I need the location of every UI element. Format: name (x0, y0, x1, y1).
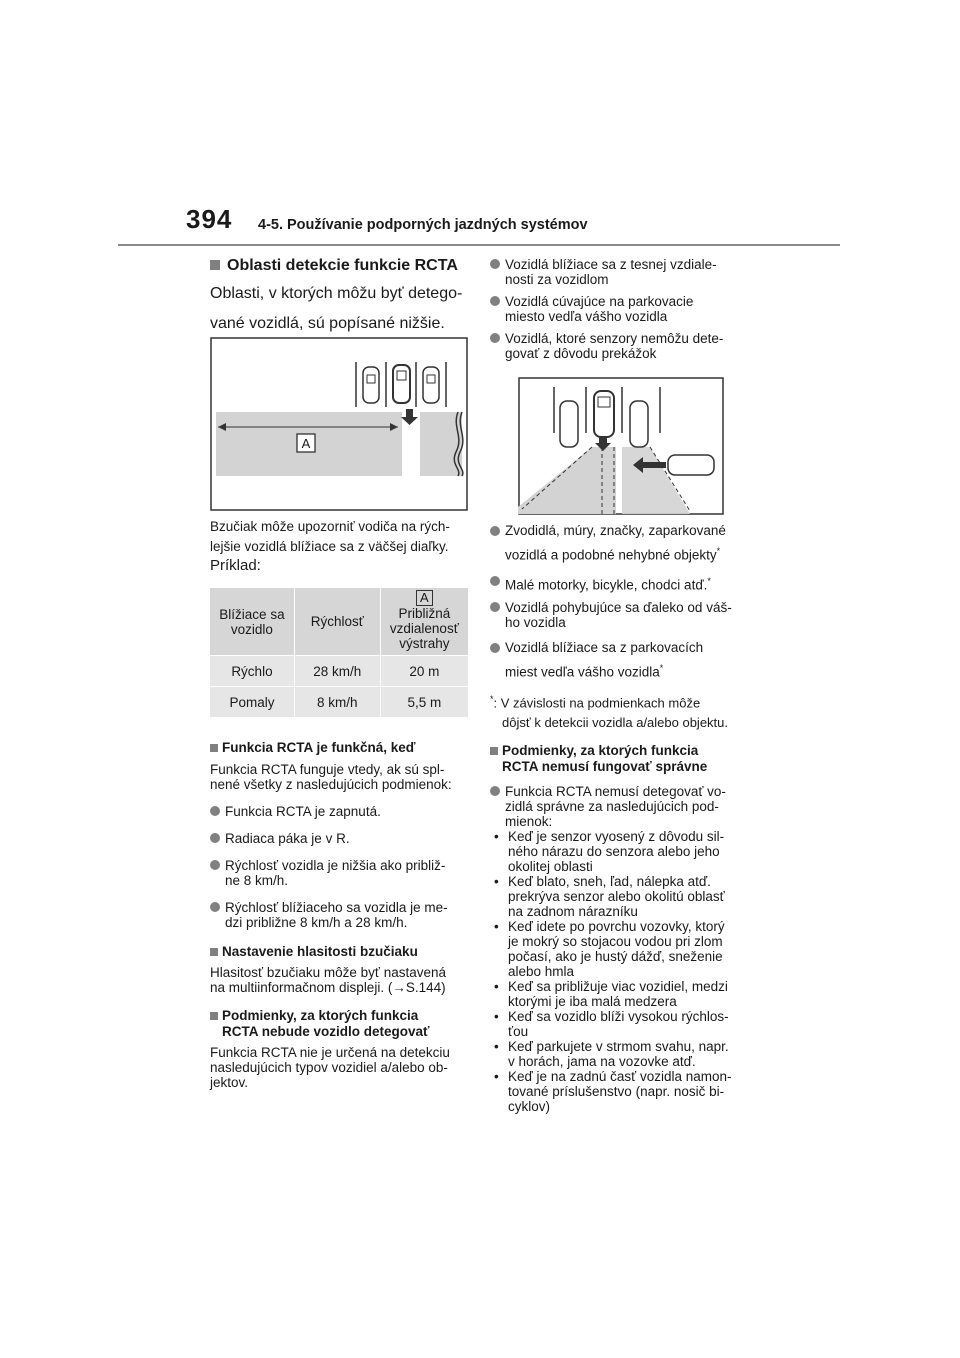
circle-bullet-icon (490, 333, 500, 343)
circle-bullet-icon (210, 806, 220, 816)
table-header: Rýchlosť (294, 588, 380, 656)
list-item: • Keď idete po povrchu vozovky, ktorý je mokrý so stojacou vodou pri zlom počasí, ako je hustý dážď, sneženie alebo hmla (494, 918, 725, 979)
detection-area-figure (210, 337, 468, 511)
obstacle-figure (518, 377, 724, 515)
table-row: Rýchlo 28 km/h 20 m (210, 656, 468, 687)
list-item: • Keď blato, sneh, ľad, nálepka atď. prekrýva senzor alebo okolitú oblasť na zadnom nárazníku (494, 873, 725, 919)
footnote: *: V závislosti na podmienkach môže dôjsť k detekcii vozidla a/alebo objektu. (490, 693, 729, 730)
bullet-list-undetected-top: Vozidlá blížiace sa z tesnej vzdiale- nosti za vozidlom Vozidlá cúvajúce na parkovacie miesto vedľa vášho vozidla Vozidlá, ktoré senzory nemôžu dete- govať z dôvodu prekážok (490, 257, 755, 361)
list-item: • Keď je senzor vyosený z dôvodu sil- ného nárazu do senzora alebo jeho okolitej oblasti (494, 828, 725, 874)
list-item: • Keď sa približuje viac vozidiel, medzi ktorými je iba malá medzera (494, 978, 728, 1009)
chapter-title: 4-5. Používanie podporných jazdných systémov (258, 217, 588, 233)
square-bullet-icon (490, 747, 498, 755)
header-rule (118, 244, 840, 246)
square-bullet-icon (210, 1012, 218, 1020)
speed-table (210, 588, 468, 718)
parked-car-icon (423, 367, 439, 403)
parked-car-icon (363, 367, 379, 403)
circle-bullet-icon (490, 296, 500, 306)
figure-label-a: A (301, 436, 311, 451)
circle-bullet-icon (210, 902, 220, 912)
table-header: Blížiace sa vozidlo (210, 588, 294, 656)
example-label: Príklad: (210, 557, 261, 574)
page-number: 394 (186, 204, 233, 234)
list-item: • Keď sa vozidlo blíži vysokou rýchlos- ťou (494, 1008, 729, 1039)
circle-bullet-icon (490, 259, 500, 269)
circle-bullet-icon (490, 602, 500, 612)
circle-bullet-icon (490, 643, 500, 653)
table-row: Pomaly 8 km/h 5,5 m (210, 687, 468, 718)
section-rcta-functional: Funkcia RCTA je funkčná, keď Funkcia RCTA funguje vtedy, ak sú spl- nené všetky z nasledujúcich podmienok: Funkcia RCTA je zapnutá. Radiaca páka je v R. Rýchlosť vozidla je nižšia ako približ- ne 8 km/h. Rýchlosť blížiaceho sa vozidla je me- dzi približne 8 km/h a 28 km/h. Nastavenie hlasitosti bzučiaku Hlasitosť bzučiaku môže byť nastavená na multiinformačnom displeji. (→S.144) Podmienky, za ktorých funkcia RCTA nebude vozidlo detegovať Funkcia RCTA nie je určená na detekciu nasledujúcich typov vozidiel a/alebo ob- jektov. (210, 740, 452, 1090)
label-a-badge: A (416, 590, 433, 606)
bullet-list-undetected-bottom: Zvodidlá, múry, značky, zaparkované vozidlá a podobné nehybné objekty* Malé motorky, bicykle, chodci atď.* Vozidlá pohybujúce sa ďaleko od váš- ho vozidla Vozidlá blížiace sa z parkovacích miest vedľa vášho vozidla* *: V závislosti na podmienkach môže dôjsť k detekcii vozidla a/alebo objektu. Podmienky, za ktorých funkcia RCTA nemusí fungovať správne Funkcia RCTA nemusí detegovať vo- zidlá správne za nasledujúcich pod- mienok: • Keď je senzor vyosený z dôvodu sil- ného nárazu do senzora alebo jeho okolitej oblasti • Keď blato, sneh, ľad, nálepka atď. prekrýva senzor alebo okolitú oblasť na zadnom nárazníku • Keď idete po povrchu vozovky, ktorý je mokrý so stojacou vodou pri zlom počasí, ako je hustý dážď, sneženie alebo hmla • Keď sa približuje viac vozidiel, medzi ktorými je iba malá medzera • Keď sa vozidlo blíži vysokou rýchlos- ťou • Keď parkujete v strmom svahu, napr. v horách, jama na vozovke atď. • Keď je na zadnú časť vozidla namon- tované príslušenstvo (napr. nosič bi- cyklov) (490, 521, 755, 1114)
intro-text: Oblasti, v ktorých môžu byť detego- vané vozidlá, sú popísané nižšie. (210, 285, 463, 332)
list-item: • Keď parkujete v strmom svahu, napr. v horách, jama na vozovke atď. (494, 1038, 729, 1069)
section-heading-detection-areas: Oblasti detekcie funkcie RCTA (210, 257, 472, 275)
square-bullet-icon (210, 744, 218, 752)
square-bullet-icon (210, 948, 218, 956)
circle-bullet-icon (490, 576, 500, 586)
square-bullet-icon (210, 260, 220, 270)
circle-bullet-icon (490, 526, 500, 536)
approaching-car-icon (668, 455, 714, 475)
table-header: A Približná vzdialenosť výstrahy (380, 588, 468, 656)
parked-car-icon (630, 401, 648, 447)
circle-bullet-icon (490, 786, 500, 796)
list-item: • Keď je na zadnú časť vozidla namon- tované príslušenstvo (napr. nosič bi- cyklov) (494, 1068, 732, 1114)
circle-bullet-icon (210, 833, 220, 843)
circle-bullet-icon (210, 860, 220, 870)
figure-caption: Bzučiak môže upozorniť vodiča na rých- lejšie vozidlá blížiace sa z väčšej diaľky. (210, 519, 450, 554)
parked-car-icon (560, 401, 578, 447)
